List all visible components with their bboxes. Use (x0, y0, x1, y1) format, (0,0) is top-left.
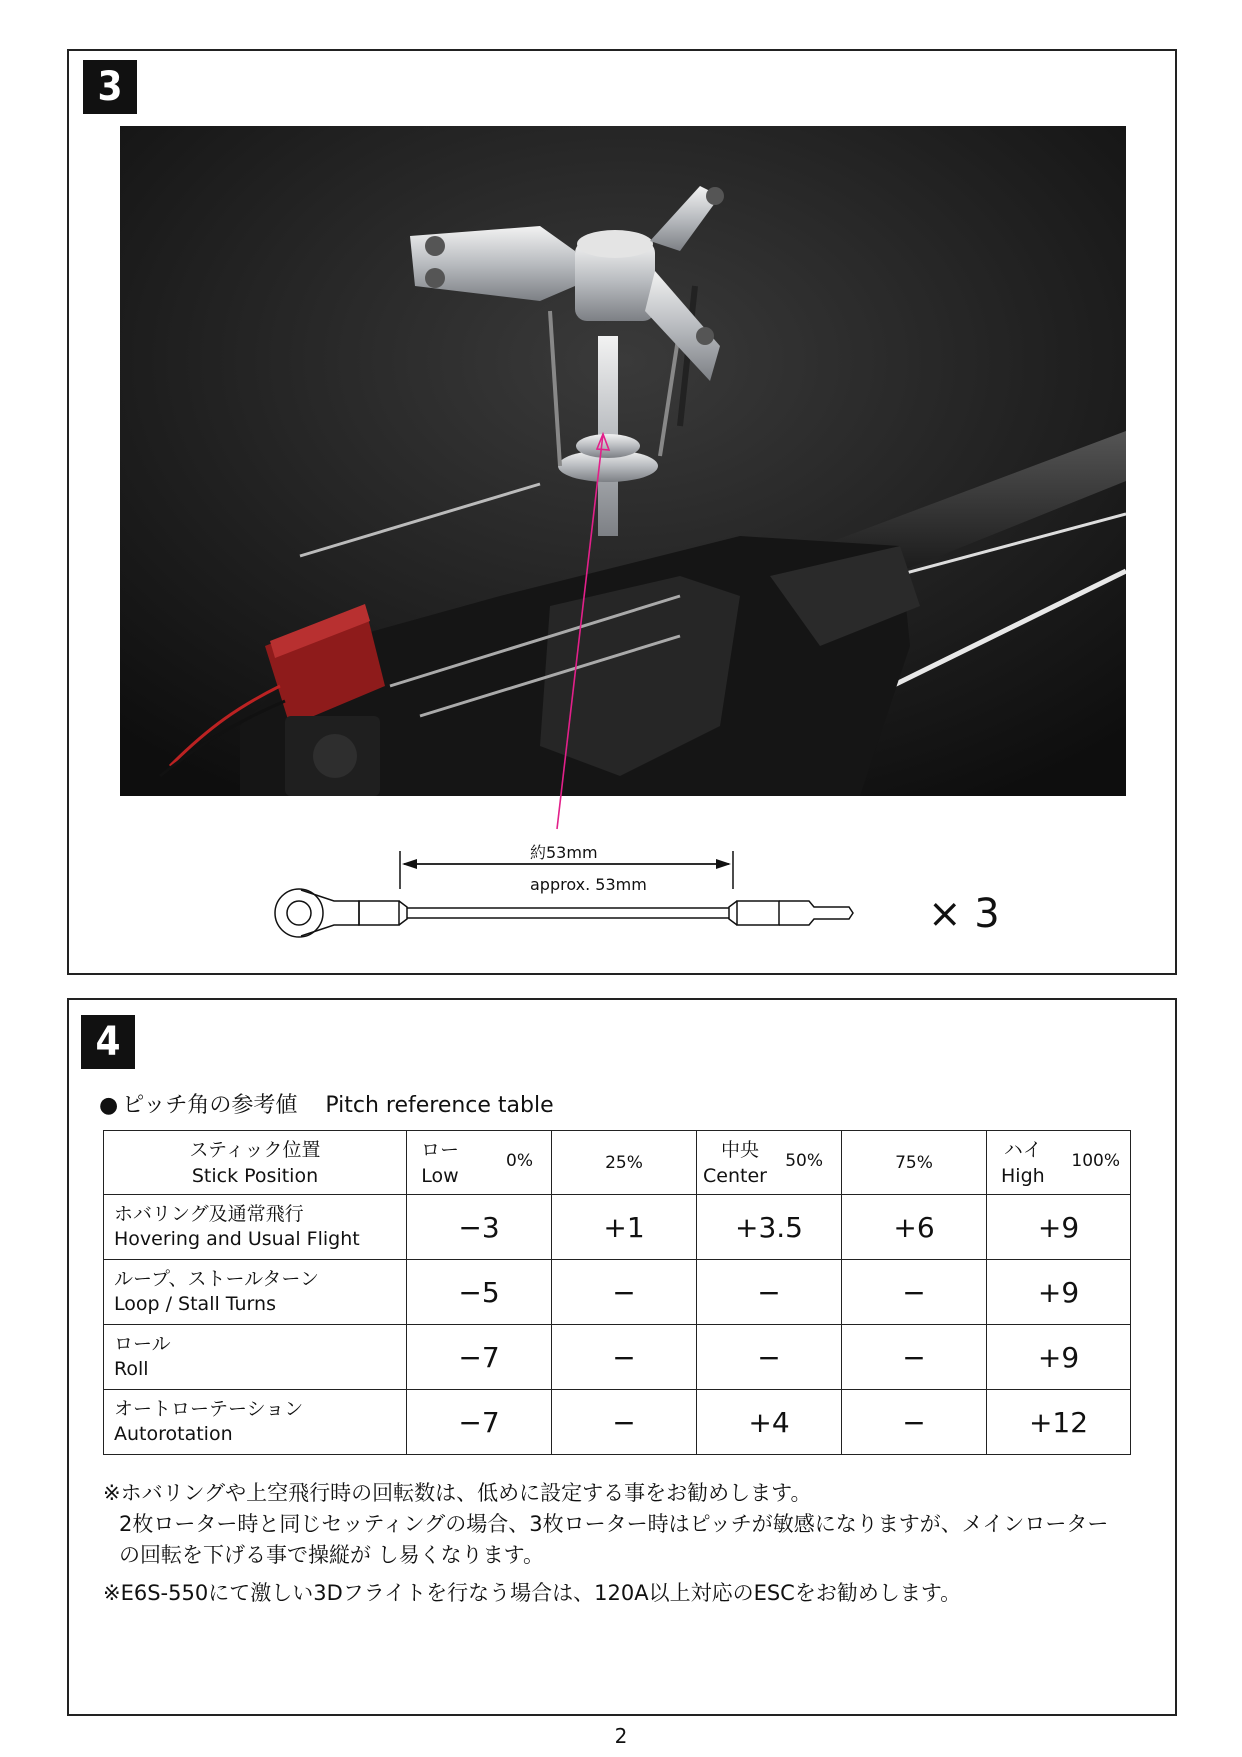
step-3-section (67, 49, 1177, 975)
pitch-value: − (842, 1325, 987, 1390)
row-label-ja: ロール (114, 1333, 171, 1355)
pitch-value: +6 (842, 1195, 987, 1260)
header-stick-ja: スティック位置 (189, 1138, 321, 1161)
header-stick-en: Stick Position (191, 1164, 319, 1187)
header-center-pct: 50% (785, 1151, 823, 1171)
step-number-badge: 3 (83, 60, 137, 114)
pitch-value: − (842, 1390, 987, 1455)
header-center (697, 1131, 842, 1195)
pitch-value: +9 (987, 1325, 1131, 1390)
pitch-value: +4 (697, 1390, 842, 1455)
table-title (99, 1088, 554, 1119)
header-low (407, 1131, 552, 1195)
row-label-ja: ループ、ストールターン (114, 1268, 320, 1290)
note-rpm: ※ホバリングや上空飛行時の回転数は、低めに設定する事をお勧めします。 (103, 1481, 812, 1505)
table-row (104, 1325, 1131, 1390)
table-row (104, 1195, 1131, 1260)
header-low-ja: ロー (421, 1139, 460, 1161)
table-title-en: Pitch reference table (325, 1093, 554, 1118)
header-25: 25% (552, 1131, 697, 1195)
rod-length-en: approx. 53mm (530, 875, 647, 894)
note-pitch-sensitivity-1: 2枚ローター時と同じセッティングの場合、3枚ローター時はピッチが敏感になりますが、メインローター (119, 1512, 1109, 1536)
note-pitch-sensitivity-2: の回転を下げる事で操縦が し易くなります。 (119, 1543, 544, 1567)
pitch-value: −5 (407, 1260, 552, 1325)
bullet-icon: ● (99, 1093, 119, 1118)
row-label (104, 1325, 407, 1390)
rotor-head-photo (120, 126, 1126, 796)
step-number-badge: 4 (81, 1015, 135, 1069)
step-4-section (67, 998, 1177, 1716)
header-75: 75% (842, 1131, 987, 1195)
table-row (104, 1390, 1131, 1455)
pitch-value: +3.5 (697, 1195, 842, 1260)
pitch-value: − (842, 1260, 987, 1325)
header-high (987, 1131, 1131, 1195)
header-center-en: Center (703, 1165, 767, 1187)
pitch-value: +1 (552, 1195, 697, 1260)
pitch-value: +9 (987, 1195, 1131, 1260)
row-label (104, 1195, 407, 1260)
rod-quantity: × 3 (928, 891, 1000, 937)
pitch-value: − (552, 1390, 697, 1455)
pitch-value: − (552, 1260, 697, 1325)
header-low-pct: 0% (506, 1151, 533, 1171)
table-header-row (104, 1131, 1131, 1195)
pitch-value: − (552, 1325, 697, 1390)
row-label (104, 1390, 407, 1455)
row-label-en: Loop / Stall Turns (114, 1293, 276, 1315)
table-row (104, 1260, 1131, 1325)
pitch-value: −7 (407, 1325, 552, 1390)
pitch-value: − (697, 1260, 842, 1325)
row-label-en: Roll (114, 1358, 149, 1380)
header-high-pct: 100% (1071, 1151, 1120, 1171)
row-label (104, 1260, 407, 1325)
header-stick-position (104, 1131, 407, 1195)
header-center-ja: 中央 (720, 1139, 759, 1161)
header-low-en: Low (421, 1165, 459, 1187)
pitch-reference-table (103, 1130, 1131, 1455)
pitch-value: +9 (987, 1260, 1131, 1325)
header-high-en: High (1001, 1165, 1045, 1187)
row-label-en: Hovering and Usual Flight (114, 1228, 360, 1250)
row-label-en: Autorotation (114, 1423, 233, 1445)
page-number: 2 (614, 1724, 628, 1748)
header-high-ja: ハイ (1003, 1139, 1042, 1161)
row-label-ja: ホバリング及通常飛行 (114, 1203, 304, 1225)
table-title-ja: ピッチ角の参考値 (122, 1093, 298, 1118)
row-label-ja: オートローテーション (114, 1398, 304, 1420)
pitch-value: +12 (987, 1390, 1131, 1455)
note-esc: ※E6S-550にて激しい3Dフライトを行なう場合は、120A以上対応のESCをお勧めします。 (103, 1581, 962, 1605)
rod-length-ja: 約53mm (530, 843, 598, 862)
pitch-value: −3 (407, 1195, 552, 1260)
pitch-value: −7 (407, 1390, 552, 1455)
pitch-value: − (697, 1325, 842, 1390)
